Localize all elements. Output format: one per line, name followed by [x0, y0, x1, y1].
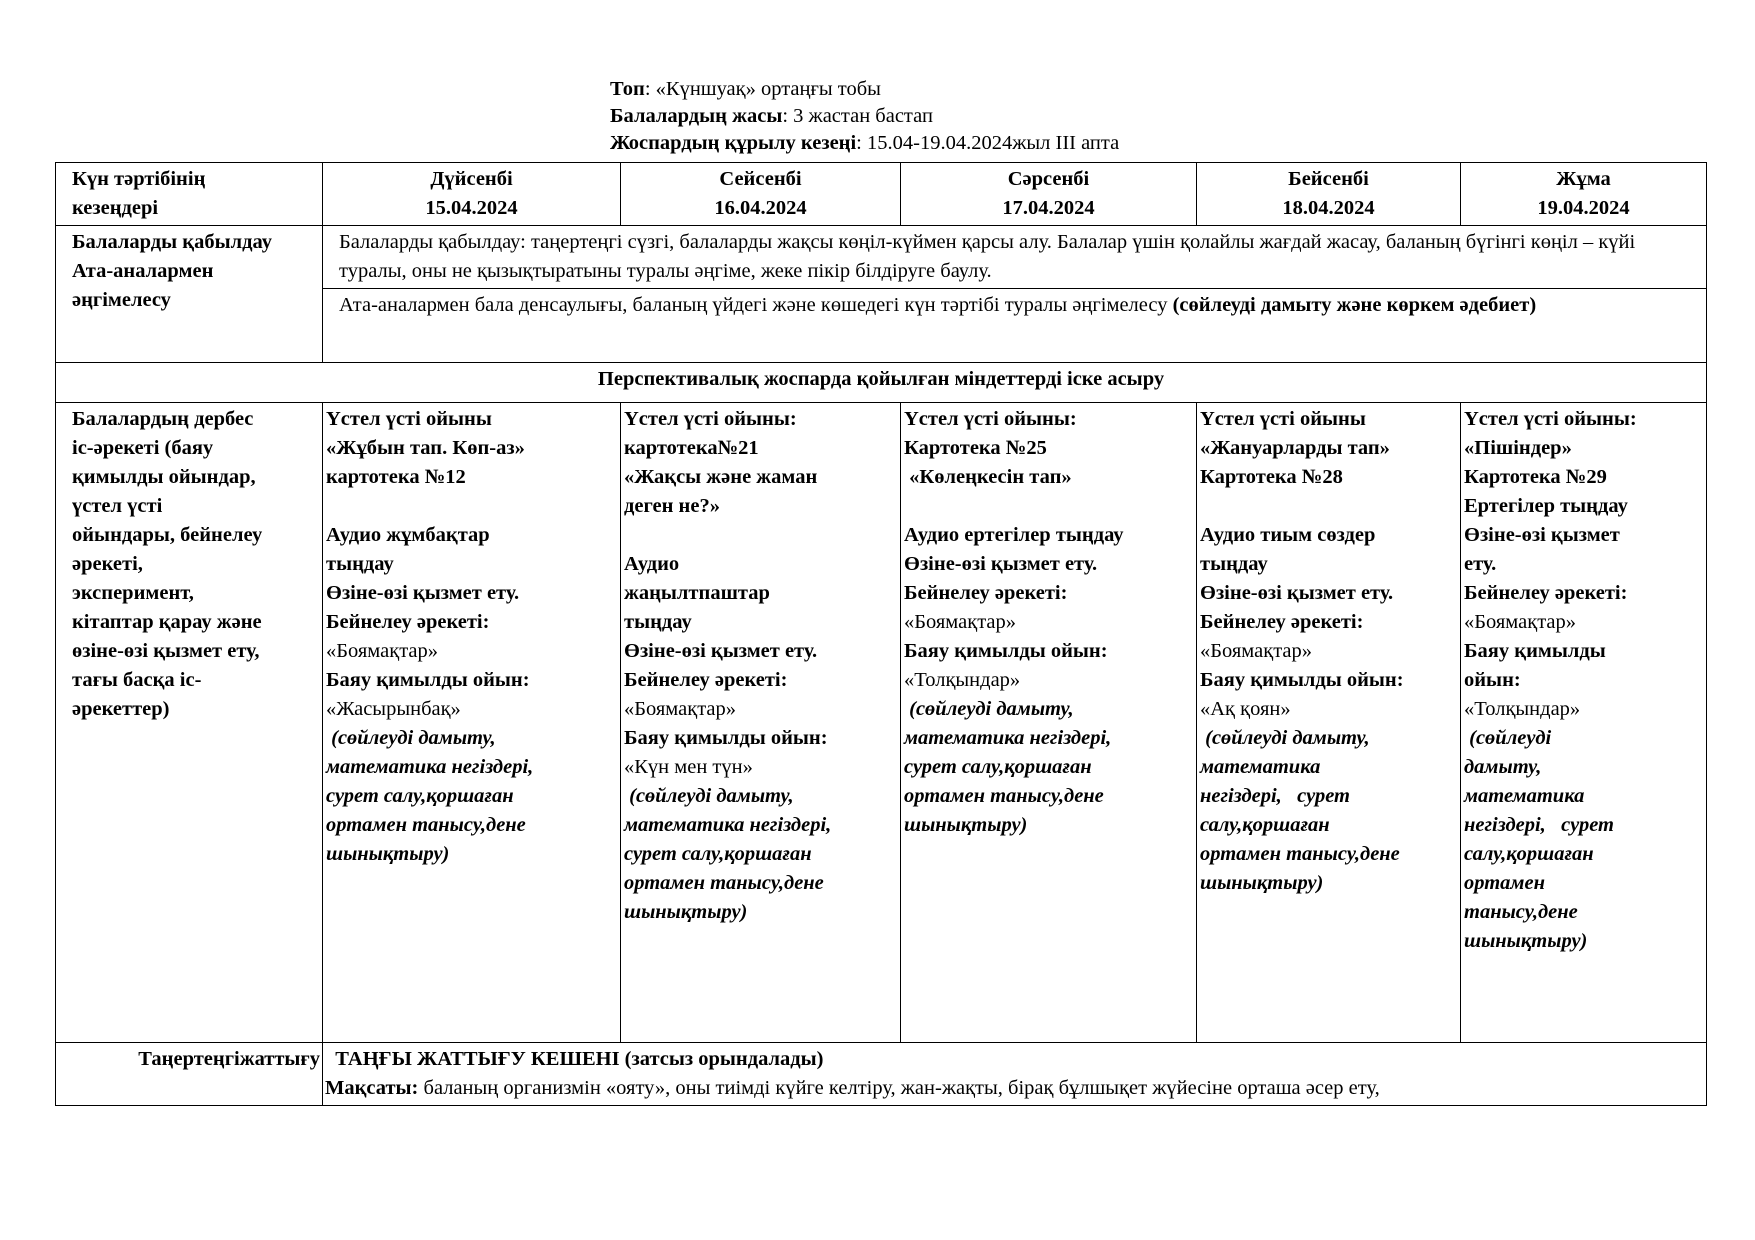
- day-header-friday: Жұма 19.04.2024: [1461, 163, 1707, 226]
- activity-line: тыңдау: [1200, 553, 1268, 575]
- activity-line: ету.: [1464, 553, 1497, 575]
- activity-line: негіздері, сурет: [1200, 785, 1350, 807]
- weekly-plan-table: [55, 162, 1707, 1106]
- activity-line: Бейнелеу әрекеті:: [326, 611, 490, 633]
- activity-line: сурет салу,қоршаған: [624, 843, 812, 865]
- day-header-tuesday: Сейсенбі 16.04.2024: [621, 163, 901, 226]
- activity-line: деген не?»: [624, 495, 720, 517]
- activity-line: «Боямақтар»: [904, 611, 1017, 633]
- activity-row: [56, 403, 1707, 1043]
- reception-text: Балаларды қабылдау: таңертеңгі сүзгі, балаларды жақсы көңіл-күймен қарсы алу. Балалар үшін қолайлы жағдай жасау, баланың бүгінгі көңіл – күйі туралы, оны не қызықтыратыны туралы әңгіме, жеке пікір білдіруге баулу.: [323, 226, 1707, 289]
- activity-line: тыңдау: [326, 553, 394, 575]
- activity-line: «Жұбын тап. Көп-аз»: [326, 437, 525, 459]
- activity-line: Үстел үсті ойыны:: [624, 408, 797, 430]
- activity-line: жаңылтпаштар: [624, 582, 770, 604]
- activity-line: Өзіне-өзі қызмет ету.: [326, 582, 520, 604]
- activity-line: (сөйлеуді дамыту,: [624, 785, 794, 807]
- morning-exercise-title: ТАҢҒЫ ЖАТТЫҒУ КЕШЕНІ (затсыз орындалады): [325, 1048, 824, 1070]
- activity-line: негіздері, сурет: [1464, 814, 1614, 836]
- day-header-thursday: Бейсенбі 18.04.2024: [1197, 163, 1461, 226]
- period-value: : 15.04-19.04.2024жыл ІІІ апта: [856, 132, 1120, 154]
- morning-exercise-goal: Мақсаты: баланың организмін «ояту», оны тиімді күйге келтіру, жан-жақты, бірақ бұлшықет жүйесіне орташа әсер ету,: [325, 1077, 1380, 1099]
- activity-line: картотека №12: [326, 466, 466, 488]
- activity-line: (сөйлеуді: [1464, 727, 1552, 749]
- activity-line: математика: [1200, 756, 1321, 778]
- activity-line: шынықтыру): [1200, 872, 1324, 894]
- activity-line: Өзіне-өзі қызмет ету.: [624, 640, 818, 662]
- activity-line: танысу,дене: [1464, 901, 1578, 923]
- activity-line: Картотека №28: [1200, 466, 1343, 488]
- activity-line: Бейнелеу әрекеті:: [1200, 611, 1364, 633]
- day-header-monday: Дүйсенбі 15.04.2024: [323, 163, 621, 226]
- activity-line: «Пішіндер»: [1464, 437, 1572, 459]
- activity-line: Бейнелеу әрекеті:: [624, 669, 788, 691]
- reception-row-1: [56, 226, 1707, 289]
- morning-exercise-label: Таңертеңгіжаттығу: [56, 1043, 323, 1106]
- activity-line: «Көлеңкесін тап»: [904, 466, 1072, 488]
- activity-line: ортамен: [1464, 872, 1545, 894]
- activity-line: Ертегілер тыңдау: [1464, 495, 1628, 517]
- activity-line: сурет салу,қоршаған: [326, 785, 514, 807]
- age-label: Балалардың жасы: [610, 105, 783, 127]
- activity-line: ойын:: [1464, 669, 1521, 691]
- plan-header: [610, 76, 1119, 157]
- activity-line: Баяу қимылды ойын:: [1200, 669, 1404, 691]
- activity-line: ортамен танысу,дене: [326, 814, 526, 836]
- group-label: Топ: [610, 78, 645, 100]
- perspective-title: Перспективалық жоспарда қойылған міндеттерді іске асыру: [56, 363, 1707, 403]
- morning-exercise-row: [56, 1043, 1707, 1106]
- activity-line: ортамен танысу,дене: [1200, 843, 1400, 865]
- activity-tuesday: [621, 403, 901, 1043]
- group-line: [610, 76, 1119, 103]
- activity-line: Баяу қимылды ойын:: [326, 669, 530, 691]
- activity-line: математика негіздері,: [624, 814, 832, 836]
- parents-talk-text: Ата-аналармен бала денсаулығы, баланың үйдегі және көшедегі күн тәртібі туралы әңгімелесу (сөйлеуді дамыту және көркем әдебиет): [323, 289, 1707, 363]
- spacer: [624, 521, 897, 550]
- table-header-row: [56, 163, 1707, 226]
- group-value: : «Күншуақ» ортаңғы тобы: [644, 78, 881, 100]
- activity-line: Аудио: [624, 553, 680, 575]
- activity-line: тыңдау: [624, 611, 692, 633]
- activity-line: Бейнелеу әрекеті:: [904, 582, 1068, 604]
- activity-line: математика: [1464, 785, 1585, 807]
- activity-line: салу,қоршаған: [1200, 814, 1330, 836]
- activity-line: шынықтыру): [624, 901, 748, 923]
- schedule-column-header: Күн тәртібінің кезеңдері: [56, 163, 323, 226]
- activity-line: Бейнелеу әрекеті:: [1464, 582, 1628, 604]
- activity-line: Үстел үсті ойыны:: [1464, 408, 1637, 430]
- activity-line: Аудио ертегілер тыңдау: [904, 524, 1124, 546]
- activity-line: математика негіздері,: [326, 756, 534, 778]
- activity-line: Өзіне-өзі қызмет ету.: [904, 553, 1098, 575]
- age-line: [610, 103, 1119, 130]
- activity-line: картотека№21: [624, 437, 759, 459]
- activity-line: дамыту,: [1464, 756, 1542, 778]
- period-label: Жоспардың құрылу кезеңі: [610, 132, 857, 154]
- activity-line: шынықтыру): [326, 843, 450, 865]
- activity-line: Өзіне-өзі қызмет ету.: [1200, 582, 1394, 604]
- activity-line: шынықтыру): [904, 814, 1028, 836]
- activity-line: «Жасырынбақ»: [326, 698, 461, 720]
- activity-line: «Боямақтар»: [624, 698, 737, 720]
- activity-line: «Толқындар»: [1464, 698, 1581, 720]
- activity-friday: [1461, 403, 1707, 1043]
- activity-line: Баяу қимылды ойын:: [624, 727, 828, 749]
- activity-line: (сөйлеуді дамыту,: [904, 698, 1074, 720]
- day-header-wednesday: Сәрсенбі 17.04.2024: [901, 163, 1197, 226]
- activity-line: шынықтыру): [1464, 930, 1588, 952]
- activity-line: «Жақсы және жаман: [624, 466, 818, 488]
- period-line: [610, 130, 1119, 157]
- activity-line: (сөйлеуді дамыту,: [326, 727, 496, 749]
- spacer: [326, 492, 617, 521]
- activity-line: «Ақ қоян»: [1200, 698, 1291, 720]
- activity-line: Үстел үсті ойыны: [326, 408, 492, 430]
- reception-label: Балаларды қабылдау Ата-аналармен әңгімелесу: [56, 226, 323, 363]
- activity-line: сурет салу,қоршаған: [904, 756, 1092, 778]
- activity-line: «Боямақтар»: [326, 640, 439, 662]
- spacer: [1200, 492, 1457, 521]
- activity-line: «Күн мен түн»: [624, 756, 753, 778]
- activity-line: (сөйлеуді дамыту,: [1200, 727, 1370, 749]
- morning-exercise-content: [323, 1043, 1707, 1106]
- activity-line: Картотека №25: [904, 437, 1047, 459]
- activity-label: Балалардың дербес іс-әрекеті (баяу қимылды ойындар, үстел үсті ойындары, бейнелеу әрекеті, эксперимент, кітаптар қарау және өзіне-өзі қызмет ету, тағы басқа іс- әрекеттер): [56, 403, 323, 1043]
- activity-line: «Жануарларды тап»: [1200, 437, 1390, 459]
- activity-line: «Боямақтар»: [1200, 640, 1313, 662]
- activity-line: ортамен танысу,дене: [904, 785, 1104, 807]
- activity-line: математика негіздері,: [904, 727, 1112, 749]
- activity-line: «Толқындар»: [904, 669, 1021, 691]
- perspective-row: [56, 363, 1707, 403]
- activity-line: ортамен танысу,дене: [624, 872, 824, 894]
- spacer: [904, 492, 1193, 521]
- activity-thursday: [1197, 403, 1461, 1043]
- activity-line: Өзіне-өзі қызмет: [1464, 524, 1620, 546]
- activity-wednesday: [901, 403, 1197, 1043]
- activity-line: салу,қоршаған: [1464, 843, 1594, 865]
- activity-line: Картотека №29: [1464, 466, 1607, 488]
- age-value: : 3 жастан бастап: [782, 105, 933, 127]
- activity-line: «Боямақтар»: [1464, 611, 1577, 633]
- activity-monday: [323, 403, 621, 1043]
- activity-line: Аудио жұмбақтар: [326, 524, 490, 546]
- activity-line: Үстел үсті ойыны: [1200, 408, 1366, 430]
- activity-line: Баяу қимылды: [1464, 640, 1606, 662]
- activity-line: Аудио тиым сөздер: [1200, 524, 1376, 546]
- activity-line: Баяу қимылды ойын:: [904, 640, 1108, 662]
- activity-line: Үстел үсті ойыны:: [904, 408, 1077, 430]
